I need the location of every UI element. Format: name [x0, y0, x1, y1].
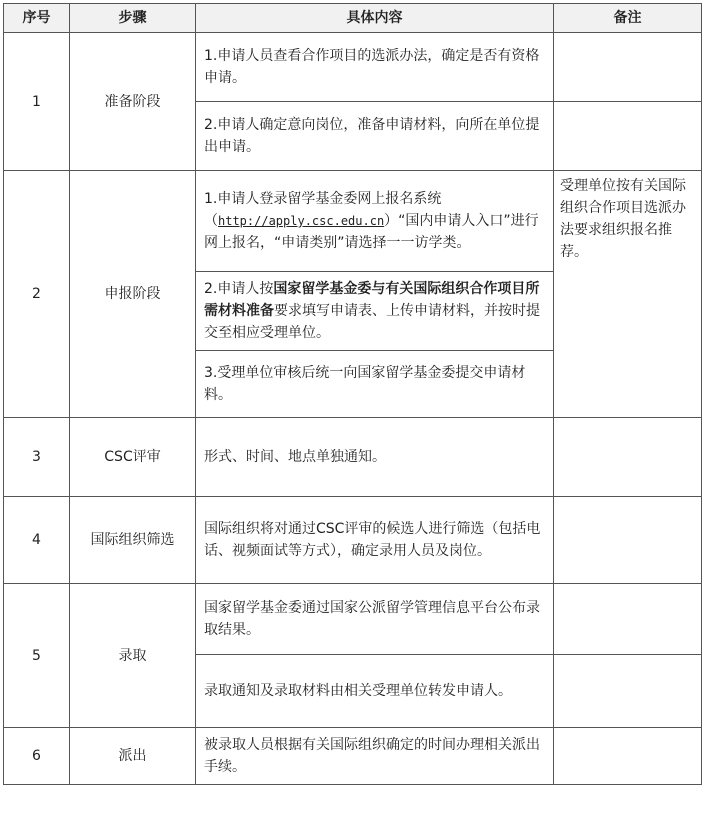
content-cell [196, 272, 554, 351]
content-text: ）“国内申请人入口”进行网上报名，“申请类别”请选择一一访学类。 [204, 213, 539, 251]
table-row [4, 171, 702, 272]
content-text: 2.申请人按 [204, 281, 274, 297]
note-cell: 受理单位按有关国际组织合作项目选派办法要求组织报名推荐。 [554, 171, 702, 418]
table-row [4, 584, 702, 655]
header-seq: 序号 [4, 4, 70, 33]
header-note: 备注 [554, 4, 702, 33]
table-row [4, 418, 702, 497]
content-text: 要求填写申请表、上传申请材料，并按时提交至相应受理单位。 [204, 303, 540, 341]
bold-text: 国家留学基金委与有关国际组织合作项目所需材料准备 [204, 281, 540, 319]
header-step: 步骤 [70, 4, 196, 33]
step-cell: 申报阶段 [70, 171, 196, 418]
table-row [4, 497, 702, 584]
content-text: 1.申请人登录留学基金委网上报名系统（ [204, 191, 442, 229]
note-cell [554, 418, 702, 497]
note-cell [554, 584, 702, 655]
content-cell: 国际组织将对通过CSC评审的候选人进行筛选（包括电话、视频面试等方式），确定录用人员及岗位。 [196, 497, 554, 584]
step-cell: 派出 [70, 728, 196, 785]
content-cell: 3.受理单位审核后统一向国家留学基金委提交申请材料。 [196, 351, 554, 418]
content-cell: 1.申请人员查看合作项目的选派办法，确定是否有资格申请。 [196, 33, 554, 102]
note-cell [554, 728, 702, 785]
step-cell: 录取 [70, 584, 196, 728]
step-cell: CSC评审 [70, 418, 196, 497]
seq-cell: 1 [4, 33, 70, 171]
apply-link[interactable]: http://apply.csc.edu.cn [218, 214, 385, 228]
process-table [3, 3, 702, 785]
step-cell: 准备阶段 [70, 33, 196, 171]
step-cell: 国际组织筛选 [70, 497, 196, 584]
seq-cell: 6 [4, 728, 70, 785]
content-cell: 形式、时间、地点单独通知。 [196, 418, 554, 497]
table-row [4, 728, 702, 785]
seq-cell: 2 [4, 171, 70, 418]
content-cell: 录取通知及录取材料由相关受理单位转发申请人。 [196, 655, 554, 728]
note-cell [554, 655, 702, 728]
content-cell: 被录取人员根据有关国际组织确定的时间办理相关派出手续。 [196, 728, 554, 785]
content-cell: 国家留学基金委通过国家公派留学管理信息平台公布录取结果。 [196, 584, 554, 655]
header-content: 具体内容 [196, 4, 554, 33]
table-row [4, 33, 702, 102]
seq-cell: 5 [4, 584, 70, 728]
header-row [4, 4, 702, 33]
note-cell [554, 33, 702, 102]
note-cell [554, 102, 702, 171]
content-cell: 2.申请人确定意向岗位，准备申请材料，向所在单位提出申请。 [196, 102, 554, 171]
seq-cell: 3 [4, 418, 70, 497]
content-cell [196, 171, 554, 272]
note-cell [554, 497, 702, 584]
seq-cell: 4 [4, 497, 70, 584]
